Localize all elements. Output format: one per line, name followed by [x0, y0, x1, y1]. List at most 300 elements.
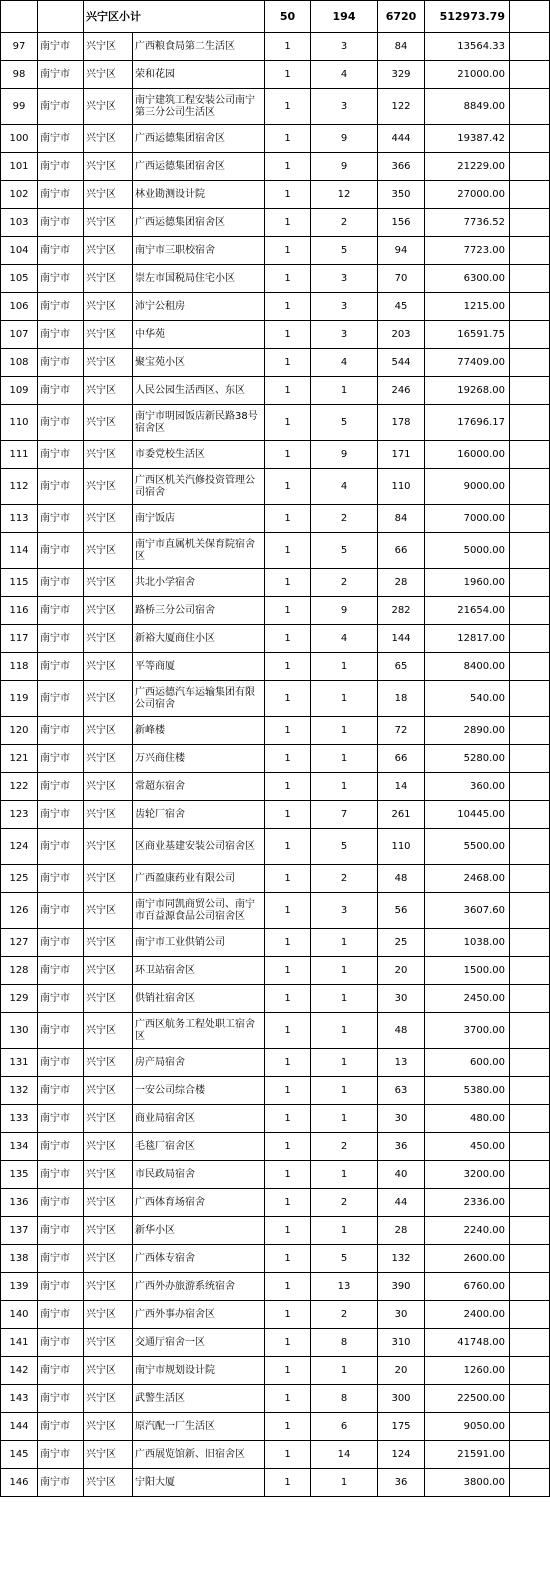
row-blank-cell [510, 1441, 550, 1469]
table-row [1, 717, 550, 745]
row-n1: 1 [265, 717, 311, 745]
row-district: 兴宁区 [84, 209, 133, 237]
table-row [1, 1469, 550, 1497]
table-row [1, 1049, 550, 1077]
row-city: 南宁市 [38, 533, 84, 569]
row-blank-cell [510, 717, 550, 745]
row-n2: 2 [311, 1189, 378, 1217]
row-city: 南宁市 [38, 349, 84, 377]
row-n2: 5 [311, 237, 378, 265]
row-city: 南宁市 [38, 321, 84, 349]
table-row [1, 829, 550, 865]
row-index: 140 [1, 1301, 38, 1329]
row-district: 兴宁区 [84, 349, 133, 377]
row-n1: 1 [265, 33, 311, 61]
row-n1: 1 [265, 625, 311, 653]
row-index: 146 [1, 1469, 38, 1497]
row-n1: 1 [265, 349, 311, 377]
row-n2: 5 [311, 533, 378, 569]
table-row [1, 33, 550, 61]
row-n3: 18 [378, 681, 425, 717]
row-n2: 9 [311, 597, 378, 625]
table-row [1, 681, 550, 717]
row-index: 100 [1, 125, 38, 153]
row-index: 123 [1, 801, 38, 829]
row-community: 荣和花园 [133, 61, 265, 89]
row-district: 兴宁区 [84, 717, 133, 745]
table-row [1, 153, 550, 181]
row-index: 145 [1, 1441, 38, 1469]
row-n2: 4 [311, 469, 378, 505]
row-n1: 1 [265, 653, 311, 681]
row-n2: 9 [311, 441, 378, 469]
table-row [1, 929, 550, 957]
row-n3: 13 [378, 1049, 425, 1077]
row-blank-cell [510, 1105, 550, 1133]
row-community: 广西外办旅游系统宿舍 [133, 1273, 265, 1301]
row-n3: 70 [378, 265, 425, 293]
row-n1: 1 [265, 293, 311, 321]
table-row [1, 1189, 550, 1217]
table-row [1, 441, 550, 469]
row-n1: 1 [265, 1385, 311, 1413]
row-amount: 21000.00 [425, 61, 510, 89]
table-row [1, 985, 550, 1013]
row-city: 南宁市 [38, 33, 84, 61]
row-n1: 1 [265, 1049, 311, 1077]
row-amount: 8400.00 [425, 653, 510, 681]
row-blank-cell [510, 441, 550, 469]
row-community: 平等商厦 [133, 653, 265, 681]
row-district: 兴宁区 [84, 801, 133, 829]
row-amount: 1215.00 [425, 293, 510, 321]
row-blank-cell [510, 829, 550, 865]
row-blank-cell [510, 1049, 550, 1077]
row-district: 兴宁区 [84, 1413, 133, 1441]
row-n3: 171 [378, 441, 425, 469]
row-n2: 5 [311, 405, 378, 441]
subtotal-label: 兴宁区小计 [84, 1, 265, 33]
row-amount: 5500.00 [425, 829, 510, 865]
row-amount: 17696.17 [425, 405, 510, 441]
table-row [1, 1273, 550, 1301]
row-city: 南宁市 [38, 597, 84, 625]
row-blank-cell [510, 801, 550, 829]
row-n1: 1 [265, 1441, 311, 1469]
table-row [1, 377, 550, 405]
row-district: 兴宁区 [84, 1013, 133, 1049]
row-amount: 1960.00 [425, 569, 510, 597]
row-n1: 1 [265, 209, 311, 237]
row-district: 兴宁区 [84, 61, 133, 89]
row-n3: 261 [378, 801, 425, 829]
row-n2: 2 [311, 1301, 378, 1329]
row-index: 117 [1, 625, 38, 653]
row-district: 兴宁区 [84, 1105, 133, 1133]
row-n2: 14 [311, 1441, 378, 1469]
row-district: 兴宁区 [84, 1217, 133, 1245]
row-district: 兴宁区 [84, 1441, 133, 1469]
row-n2: 2 [311, 505, 378, 533]
row-amount: 1038.00 [425, 929, 510, 957]
row-city: 南宁市 [38, 1217, 84, 1245]
row-n2: 1 [311, 1357, 378, 1385]
row-n3: 94 [378, 237, 425, 265]
row-city: 南宁市 [38, 89, 84, 125]
row-community: 商业局宿舍区 [133, 1105, 265, 1133]
row-community: 新峰楼 [133, 717, 265, 745]
row-n2: 8 [311, 1329, 378, 1357]
row-amount: 21229.00 [425, 153, 510, 181]
row-amount: 41748.00 [425, 1329, 510, 1357]
row-n3: 63 [378, 1077, 425, 1105]
row-index: 132 [1, 1077, 38, 1105]
row-n3: 36 [378, 1469, 425, 1497]
table-row [1, 265, 550, 293]
row-n3: 20 [378, 957, 425, 985]
row-community: 人民公园生活西区、东区 [133, 377, 265, 405]
row-city: 南宁市 [38, 1013, 84, 1049]
row-community: 南宁市同凯商贸公司、南宁市百益源食品公司宿舍区 [133, 893, 265, 929]
row-city: 南宁市 [38, 181, 84, 209]
row-n1: 1 [265, 125, 311, 153]
row-amount: 6760.00 [425, 1273, 510, 1301]
row-n1: 1 [265, 505, 311, 533]
row-n2: 12 [311, 181, 378, 209]
row-district: 兴宁区 [84, 929, 133, 957]
row-district: 兴宁区 [84, 829, 133, 865]
row-n3: 65 [378, 653, 425, 681]
table-row [1, 293, 550, 321]
row-index: 142 [1, 1357, 38, 1385]
row-amount: 6300.00 [425, 265, 510, 293]
row-community: 南宁市规划设计院 [133, 1357, 265, 1385]
row-blank-cell [510, 321, 550, 349]
row-blank-cell [510, 1133, 550, 1161]
row-amount: 1500.00 [425, 957, 510, 985]
row-n3: 25 [378, 929, 425, 957]
row-district: 兴宁区 [84, 653, 133, 681]
row-amount: 600.00 [425, 1049, 510, 1077]
row-index: 121 [1, 745, 38, 773]
row-n2: 13 [311, 1273, 378, 1301]
row-district: 兴宁区 [84, 1049, 133, 1077]
row-community: 南宁市工业供销公司 [133, 929, 265, 957]
row-district: 兴宁区 [84, 441, 133, 469]
row-city: 南宁市 [38, 505, 84, 533]
row-n2: 1 [311, 1105, 378, 1133]
row-n3: 84 [378, 505, 425, 533]
row-amount: 450.00 [425, 1133, 510, 1161]
row-n1: 1 [265, 597, 311, 625]
row-n2: 1 [311, 377, 378, 405]
row-amount: 13564.33 [425, 33, 510, 61]
row-index: 112 [1, 469, 38, 505]
row-n2: 1 [311, 929, 378, 957]
row-n2: 3 [311, 893, 378, 929]
row-blank-cell [510, 957, 550, 985]
row-index: 105 [1, 265, 38, 293]
row-index: 125 [1, 865, 38, 893]
row-blank-cell [510, 533, 550, 569]
row-blank-cell [510, 33, 550, 61]
row-index: 110 [1, 405, 38, 441]
row-index: 137 [1, 1217, 38, 1245]
row-community: 广西区机关汽修投资管理公司宿舍 [133, 469, 265, 505]
row-n1: 1 [265, 153, 311, 181]
row-city: 南宁市 [38, 441, 84, 469]
table-row [1, 865, 550, 893]
row-district: 兴宁区 [84, 893, 133, 929]
row-blank-cell [510, 181, 550, 209]
row-n2: 1 [311, 1217, 378, 1245]
row-amount: 8849.00 [425, 89, 510, 125]
row-amount: 16000.00 [425, 441, 510, 469]
row-district: 兴宁区 [84, 1161, 133, 1189]
row-n1: 1 [265, 1161, 311, 1189]
row-index: 138 [1, 1245, 38, 1273]
row-blank-cell [510, 153, 550, 181]
row-n2: 9 [311, 153, 378, 181]
row-blank-cell [510, 377, 550, 405]
row-index: 124 [1, 829, 38, 865]
subtotal-blank-cell [38, 1, 84, 33]
row-amount: 3800.00 [425, 1469, 510, 1497]
row-n1: 1 [265, 441, 311, 469]
row-amount: 12817.00 [425, 625, 510, 653]
table-row [1, 1385, 550, 1413]
row-index: 130 [1, 1013, 38, 1049]
row-index: 129 [1, 985, 38, 1013]
row-n1: 1 [265, 773, 311, 801]
row-n1: 1 [265, 569, 311, 597]
row-community: 房产局宿舍 [133, 1049, 265, 1077]
row-n3: 40 [378, 1161, 425, 1189]
row-n3: 175 [378, 1413, 425, 1441]
table-row [1, 349, 550, 377]
row-blank-cell [510, 1077, 550, 1105]
row-n1: 1 [265, 801, 311, 829]
row-blank-cell [510, 625, 550, 653]
row-index: 119 [1, 681, 38, 717]
row-amount: 2400.00 [425, 1301, 510, 1329]
row-n3: 30 [378, 985, 425, 1013]
row-amount: 77409.00 [425, 349, 510, 377]
row-district: 兴宁区 [84, 33, 133, 61]
row-community: 广西运德集团宿舍区 [133, 125, 265, 153]
row-community: 路桥三分公司宿舍 [133, 597, 265, 625]
row-n3: 66 [378, 745, 425, 773]
row-city: 南宁市 [38, 1133, 84, 1161]
table-row [1, 533, 550, 569]
row-n3: 30 [378, 1301, 425, 1329]
row-city: 南宁市 [38, 1105, 84, 1133]
row-n3: 300 [378, 1385, 425, 1413]
row-n3: 30 [378, 1105, 425, 1133]
row-district: 兴宁区 [84, 1189, 133, 1217]
row-n1: 1 [265, 61, 311, 89]
row-district: 兴宁区 [84, 265, 133, 293]
row-blank-cell [510, 1329, 550, 1357]
row-district: 兴宁区 [84, 1329, 133, 1357]
row-index: 139 [1, 1273, 38, 1301]
row-community: 市民政局宿舍 [133, 1161, 265, 1189]
table-row [1, 1161, 550, 1189]
row-n1: 1 [265, 1133, 311, 1161]
row-community: 南宁市三职校宿舍 [133, 237, 265, 265]
row-n1: 1 [265, 1189, 311, 1217]
row-district: 兴宁区 [84, 1357, 133, 1385]
row-index: 106 [1, 293, 38, 321]
row-amount: 3607.60 [425, 893, 510, 929]
row-n3: 246 [378, 377, 425, 405]
table-row [1, 745, 550, 773]
row-blank-cell [510, 469, 550, 505]
table-row [1, 569, 550, 597]
row-city: 南宁市 [38, 61, 84, 89]
row-index: 134 [1, 1133, 38, 1161]
table-row [1, 125, 550, 153]
table-row [1, 1133, 550, 1161]
row-n3: 544 [378, 349, 425, 377]
row-n2: 4 [311, 625, 378, 653]
row-community: 广西外事办宿舍区 [133, 1301, 265, 1329]
table-row [1, 61, 550, 89]
row-n2: 2 [311, 209, 378, 237]
row-district: 兴宁区 [84, 153, 133, 181]
row-community: 市委党校生活区 [133, 441, 265, 469]
row-community: 林业勘测设计院 [133, 181, 265, 209]
row-district: 兴宁区 [84, 181, 133, 209]
row-community: 供销社宿舍区 [133, 985, 265, 1013]
row-blank-cell [510, 237, 550, 265]
row-city: 南宁市 [38, 1441, 84, 1469]
row-n1: 1 [265, 985, 311, 1013]
row-blank-cell [510, 929, 550, 957]
table-row [1, 469, 550, 505]
row-community: 崇左市国税局住宅小区 [133, 265, 265, 293]
row-city: 南宁市 [38, 1189, 84, 1217]
row-community: 广西区航务工程处职工宿舍区 [133, 1013, 265, 1049]
row-n2: 2 [311, 1133, 378, 1161]
row-n3: 124 [378, 1441, 425, 1469]
row-n1: 1 [265, 469, 311, 505]
row-city: 南宁市 [38, 1385, 84, 1413]
row-n2: 4 [311, 61, 378, 89]
row-n3: 48 [378, 1013, 425, 1049]
row-amount: 540.00 [425, 681, 510, 717]
row-blank-cell [510, 865, 550, 893]
row-index: 141 [1, 1329, 38, 1357]
row-district: 兴宁区 [84, 745, 133, 773]
row-n2: 3 [311, 33, 378, 61]
row-blank-cell [510, 505, 550, 533]
row-blank-cell [510, 1013, 550, 1049]
row-n3: 282 [378, 597, 425, 625]
row-city: 南宁市 [38, 929, 84, 957]
row-community: 南宁市明园饭店新民路38号宿舍区 [133, 405, 265, 441]
row-city: 南宁市 [38, 1077, 84, 1105]
row-blank-cell [510, 1217, 550, 1245]
table-row [1, 1245, 550, 1273]
row-index: 120 [1, 717, 38, 745]
row-n2: 1 [311, 1161, 378, 1189]
row-n3: 20 [378, 1357, 425, 1385]
row-index: 135 [1, 1161, 38, 1189]
row-amount: 19268.00 [425, 377, 510, 405]
row-amount: 7723.00 [425, 237, 510, 265]
row-n3: 444 [378, 125, 425, 153]
row-index: 101 [1, 153, 38, 181]
row-blank-cell [510, 1273, 550, 1301]
row-n1: 1 [265, 1469, 311, 1497]
row-district: 兴宁区 [84, 1469, 133, 1497]
row-community: 常超东宿舍 [133, 773, 265, 801]
row-district: 兴宁区 [84, 377, 133, 405]
row-amount: 22500.00 [425, 1385, 510, 1413]
row-district: 兴宁区 [84, 1133, 133, 1161]
subtotal-blank-cell [1, 1, 38, 33]
row-city: 南宁市 [38, 1329, 84, 1357]
table-row [1, 209, 550, 237]
row-district: 兴宁区 [84, 505, 133, 533]
row-district: 兴宁区 [84, 597, 133, 625]
row-amount: 5280.00 [425, 745, 510, 773]
row-index: 114 [1, 533, 38, 569]
row-blank-cell [510, 1357, 550, 1385]
table-row [1, 1357, 550, 1385]
row-index: 107 [1, 321, 38, 349]
row-community: 原汽配一厂生活区 [133, 1413, 265, 1441]
row-n2: 1 [311, 957, 378, 985]
row-amount: 21591.00 [425, 1441, 510, 1469]
subtotal-row [1, 1, 550, 33]
row-blank-cell [510, 61, 550, 89]
row-amount: 19387.42 [425, 125, 510, 153]
row-amount: 9000.00 [425, 469, 510, 505]
row-n1: 1 [265, 1077, 311, 1105]
table-row [1, 957, 550, 985]
table-row [1, 597, 550, 625]
row-n2: 1 [311, 653, 378, 681]
row-n1: 1 [265, 237, 311, 265]
subtotal-n1: 50 [265, 1, 311, 33]
row-city: 南宁市 [38, 293, 84, 321]
row-blank-cell [510, 209, 550, 237]
row-city: 南宁市 [38, 125, 84, 153]
row-community: 广西盈康药业有限公司 [133, 865, 265, 893]
row-city: 南宁市 [38, 569, 84, 597]
row-blank-cell [510, 773, 550, 801]
row-index: 97 [1, 33, 38, 61]
row-n1: 1 [265, 1413, 311, 1441]
table-row [1, 1329, 550, 1357]
row-district: 兴宁区 [84, 865, 133, 893]
row-n3: 329 [378, 61, 425, 89]
row-n1: 1 [265, 181, 311, 209]
row-city: 南宁市 [38, 265, 84, 293]
row-n1: 1 [265, 1301, 311, 1329]
row-index: 108 [1, 349, 38, 377]
row-community: 南宁建筑工程安装公司南宁第三分公司生活区 [133, 89, 265, 125]
row-n1: 1 [265, 1245, 311, 1273]
row-blank-cell [510, 1469, 550, 1497]
row-index: 126 [1, 893, 38, 929]
row-index: 118 [1, 653, 38, 681]
row-city: 南宁市 [38, 653, 84, 681]
row-amount: 360.00 [425, 773, 510, 801]
row-n3: 45 [378, 293, 425, 321]
